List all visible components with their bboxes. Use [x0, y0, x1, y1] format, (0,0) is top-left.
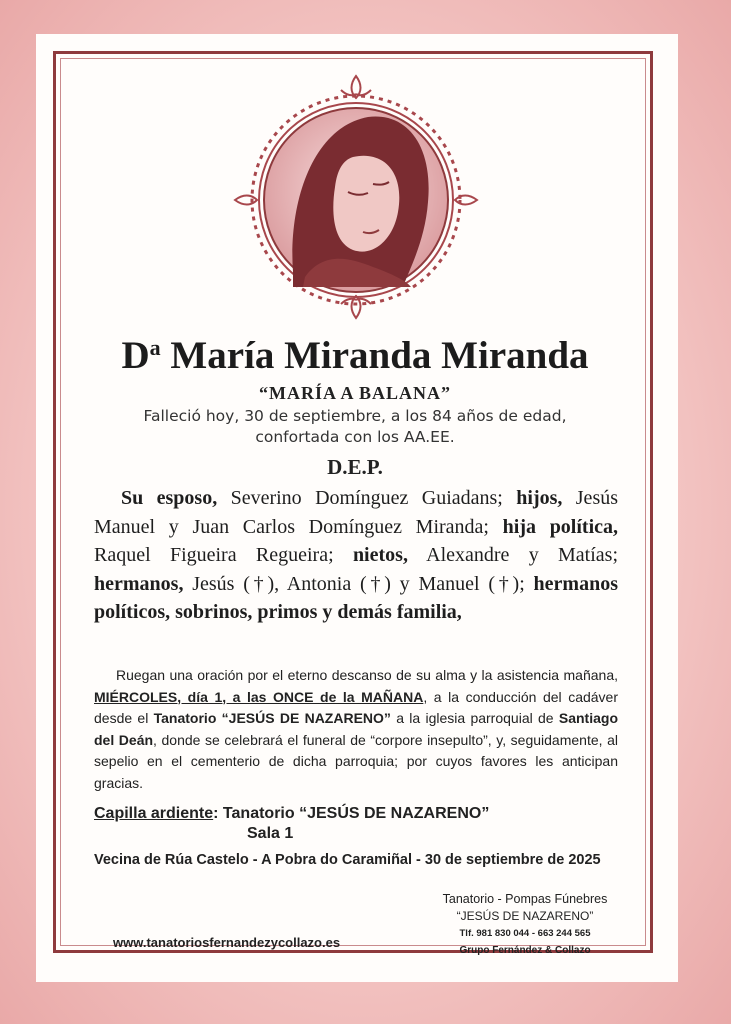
website-link[interactable]: www.tanatoriosfernandezycollazo.es [113, 935, 341, 950]
funeral-home-type: Tanatorio - Pompas Fúnebres [442, 892, 608, 906]
deceased-alias: “MARÍA A BALANA” [258, 383, 452, 403]
death-notice: Falleció hoy, 30 de septiembre, a los 84 años de edad, confortada con los AA.EE. [143, 407, 567, 446]
funeral-home-phone: Tlf. 981 830 044 - 663 244 565 [459, 928, 591, 939]
wake-room: Sala 1 [247, 825, 294, 842]
funeral-home-block [420, 890, 630, 960]
dep-heading: D.E.P. [327, 455, 383, 479]
funeral-home-group: Grupo Fernández & Collazo [459, 945, 591, 956]
request-paragraph: Ruegan una oración por el eterno descanso de su alma y la asistencia mañana, MIÉRCOLES, día 1, a las ONCE de la MAÑANA, a la conducción del cadáver desde el Tanatorio “JESÚS DE NAZARENO” a la iglesia parroquial de Santiago del Deán, donde se celebrará el funeral de “corpore insepulto”, y, seguidamente, al sepelio en el cementerio de dicha parroquia; por cuyos favores les anticipan gracias. [94, 667, 619, 791]
family-paragraph: Su esposo, Severino Domínguez Guiadans; hijos, Jesús Manuel y Juan Carlos Domínguez Miranda; hija política, Raquel Figueira Regueira; nietos, Alexandre y Matías; hermanos, Jesús (†), Antonia (†) y Manuel (†); hermanos políticos, sobrinos, primos y demás familia, [94, 487, 619, 623]
funeral-home-name: “JESÚS DE NAZARENO” [456, 909, 594, 923]
residence-date: Vecina de Rúa Castelo - A Pobra do Caramiñal - 30 de septiembre de 2025 [94, 852, 601, 868]
wake-chapel: Capilla ardiente: Tanatorio “JESÚS DE NAZARENO” [94, 805, 490, 822]
virgin-portrait-icon [233, 72, 479, 322]
deceased-name: $D^a$ María Miranda Miranda [121, 334, 589, 377]
